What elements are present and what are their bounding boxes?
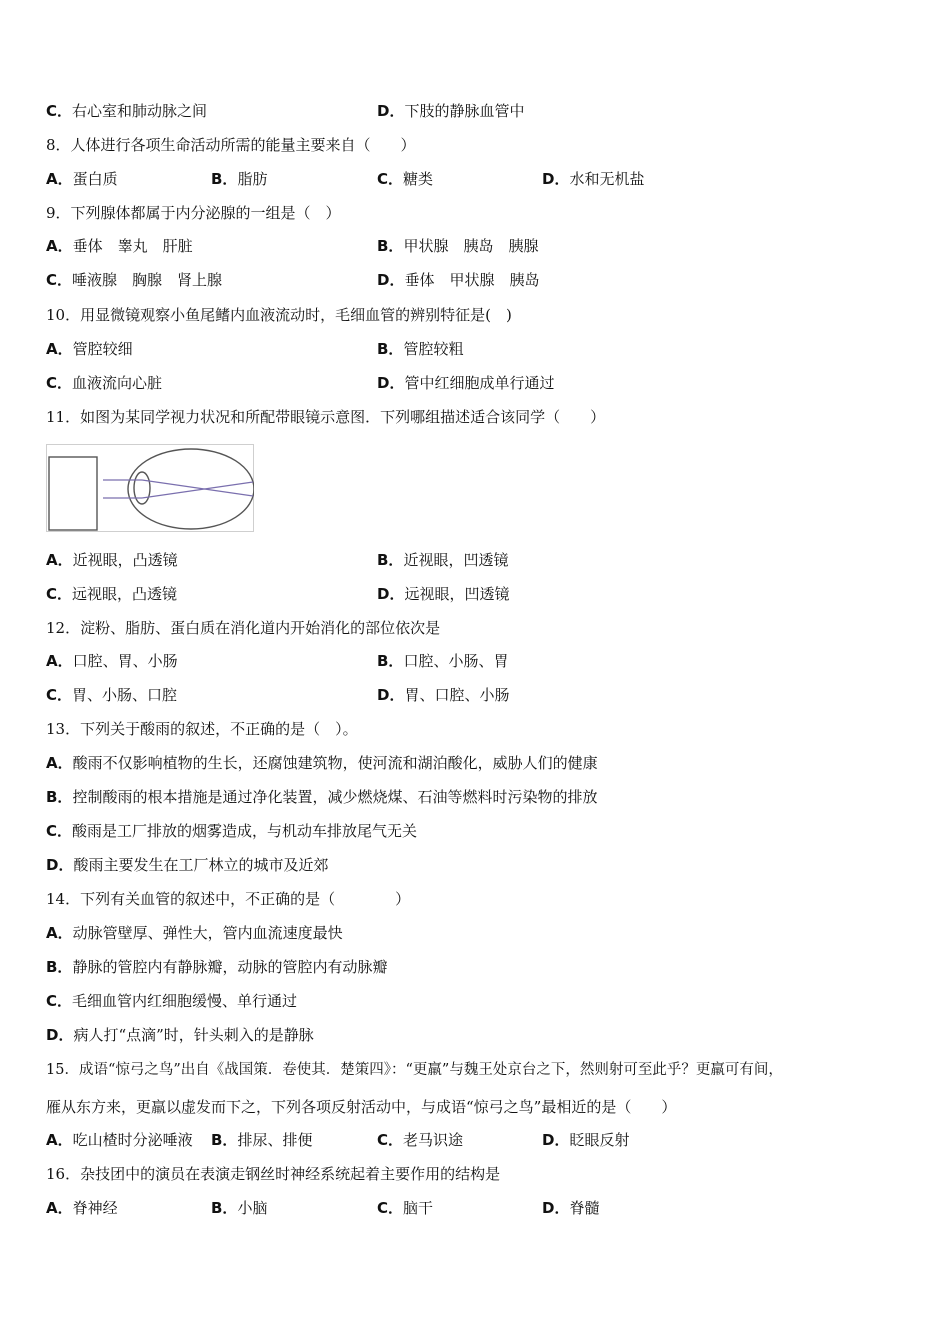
q12-option-c — [46, 685, 177, 705]
q8-option-a — [46, 169, 118, 189]
q13-stem: 13．下列关于酸雨的叙述，不正确的是（ ）。 — [46, 720, 358, 738]
option-label: A． — [46, 924, 73, 942]
q8-option-b — [211, 169, 267, 189]
q16-option-b — [211, 1198, 267, 1218]
option-text: 静脉的管腔内有静脉瓣，动脉的管腔内有动脉瓣 — [72, 958, 388, 976]
option-label: D． — [542, 1131, 570, 1149]
option-label: C． — [46, 271, 73, 289]
option-label: D． — [377, 585, 405, 603]
option-text: 管中红细胞成单行通过 — [404, 374, 555, 392]
option-label: D． — [377, 271, 405, 289]
option-label: C． — [46, 822, 73, 840]
option-label: B． — [377, 551, 404, 569]
option-text: 右心室和肺动脉之间 — [72, 102, 208, 120]
option-text: 眨眼反射 — [569, 1131, 630, 1149]
light-ray-bottom-refracted — [142, 482, 253, 498]
q14-option-d — [46, 1025, 314, 1045]
q8-option-c — [377, 169, 433, 189]
option-text: 老马识途 — [403, 1131, 464, 1149]
option-text: 脑干 — [403, 1199, 434, 1217]
option-label: B． — [377, 340, 404, 358]
option-label: A． — [46, 340, 73, 358]
q8-option-d — [542, 169, 644, 189]
light-ray-top-refracted — [142, 480, 253, 496]
q15-stem-line-2: 雁从东方来，更羸以虚发而下之，下列各项反射活动中，与成语“惊弓之鸟”最相近的是（ ） — [46, 1098, 677, 1116]
option-text: 近视眼，凹透镜 — [403, 551, 509, 569]
eye-lens — [134, 472, 150, 504]
option-text: 病人打“点滴”时，针头刺入的是静脉 — [73, 1026, 314, 1044]
option-label: B． — [211, 170, 238, 188]
option-label: A． — [46, 1131, 73, 1149]
q11-stem: 11．如图为某同学视力状况和所配带眼镜示意图．下列哪组描述适合该同学（ ） — [46, 408, 606, 426]
option-text: 酸雨是工厂排放的烟雾造成，与机动车排放尾气无关 — [72, 822, 418, 840]
option-text: 脊髓 — [569, 1199, 600, 1217]
q10-option-b — [377, 339, 463, 359]
q11-option-b — [377, 550, 508, 570]
eyeglass-lens-box — [49, 457, 97, 530]
q15-option-d — [542, 1130, 629, 1150]
q11-option-a — [46, 550, 178, 570]
eye-lens-diagram — [46, 444, 254, 532]
q9-stem: 9．下列腺体都属于内分泌腺的一组是（ ） — [46, 204, 341, 222]
option-text: 远视眼，凹透镜 — [404, 585, 510, 603]
q13-option-a — [46, 753, 598, 773]
q7-option-c — [46, 101, 207, 121]
option-text: 下肢的静脉血管中 — [404, 102, 525, 120]
option-text: 控制酸雨的根本措施是通过净化装置，减少燃烧煤、石油等燃料时污染物的排放 — [72, 788, 598, 806]
option-text: 管腔较细 — [72, 340, 133, 358]
option-text: 胃、口腔、小肠 — [404, 686, 510, 704]
option-text: 胃、小肠、口腔 — [72, 686, 178, 704]
q9-option-a — [46, 236, 193, 256]
q16-option-c — [377, 1198, 433, 1218]
q16-option-a — [46, 1198, 118, 1218]
q14-stem: 14．下列有关血管的叙述中，不正确的是（ ） — [46, 890, 411, 908]
option-text: 酸雨不仅影响植物的生长，还腐蚀建筑物，使河流和湖泊酸化，威胁人们的健康 — [72, 754, 598, 772]
option-text: 口腔、胃、小肠 — [72, 652, 178, 670]
option-text: 远视眼，凸透镜 — [72, 585, 178, 603]
q12-option-d — [377, 685, 509, 705]
q12-option-a — [46, 651, 178, 671]
option-text: 甲状腺 胰岛 胰腺 — [403, 237, 539, 255]
q10-stem: 10．用显微镜观察小鱼尾鳍内血液流动时，毛细血管的辨别特征是( ) — [46, 306, 512, 324]
q16-stem: 16．杂技团中的演员在表演走钢丝时神经系统起着主要作用的结构是 — [46, 1165, 501, 1183]
option-text: 吃山楂时分泌唾液 — [72, 1131, 193, 1149]
option-text: 口腔、小肠、胃 — [403, 652, 509, 670]
option-label: A． — [46, 551, 73, 569]
option-label: B． — [211, 1131, 238, 1149]
option-text: 脂肪 — [237, 170, 268, 188]
option-label: B． — [211, 1199, 238, 1217]
option-label: C． — [377, 170, 404, 188]
option-text: 酸雨主要发生在工厂林立的城市及近郊 — [73, 856, 329, 874]
option-label: A． — [46, 1199, 73, 1217]
option-text: 糖类 — [403, 170, 434, 188]
option-label: C． — [46, 585, 73, 603]
eyeball-outline — [128, 449, 254, 529]
option-text: 蛋白质 — [72, 170, 118, 188]
option-label: C． — [377, 1131, 404, 1149]
q14-option-a — [46, 923, 343, 943]
option-text: 垂体 睾丸 肝脏 — [72, 237, 193, 255]
q15-option-b — [211, 1130, 312, 1150]
option-text: 血液流向心脏 — [72, 374, 163, 392]
option-label: D． — [377, 374, 405, 392]
q13-option-d — [46, 855, 328, 875]
q13-option-c — [46, 821, 417, 841]
option-label: D． — [46, 1026, 74, 1044]
q13-option-b — [46, 787, 597, 807]
option-text: 毛细血管内红细胞缓慢、单行通过 — [72, 992, 298, 1010]
option-text: 脊神经 — [72, 1199, 118, 1217]
q15-option-a — [46, 1130, 193, 1150]
option-label: A． — [46, 237, 73, 255]
q15-stem-line-1: 15．成语“惊弓之鸟”出自《战国策．卷使其．楚策四》：“更羸”与魏王处京台之下，然则射可至此乎？更羸可有间， — [46, 1062, 783, 1078]
option-label: D． — [46, 856, 74, 874]
option-label: B． — [46, 788, 73, 806]
option-label: C． — [46, 374, 73, 392]
option-label: C． — [46, 686, 73, 704]
q9-option-d — [377, 270, 539, 290]
option-label: A． — [46, 652, 73, 670]
q12-stem: 12．淀粉、脂肪、蛋白质在消化道内开始消化的部位依次是 — [46, 619, 441, 637]
option-text: 近视眼，凸透镜 — [72, 551, 178, 569]
option-label: C． — [46, 992, 73, 1010]
q9-option-c — [46, 270, 222, 290]
q16-option-d — [542, 1198, 599, 1218]
option-label: D． — [377, 686, 405, 704]
option-label: A． — [46, 754, 73, 772]
option-label: B． — [377, 237, 404, 255]
option-text: 管腔较粗 — [403, 340, 464, 358]
q12-option-b — [377, 651, 508, 671]
option-label: D． — [542, 1199, 570, 1217]
q14-option-c — [46, 991, 297, 1011]
option-label: A． — [46, 170, 73, 188]
option-label: D． — [377, 102, 405, 120]
option-text: 水和无机盐 — [569, 170, 645, 188]
option-text: 动脉管壁厚、弹性大，管内血流速度最快 — [72, 924, 343, 942]
option-text: 排尿、排便 — [237, 1131, 313, 1149]
q11-option-c — [46, 584, 177, 604]
q11-option-d — [377, 584, 509, 604]
option-label: C． — [377, 1199, 404, 1217]
q14-option-b — [46, 957, 387, 977]
q10-option-d — [377, 373, 554, 393]
q15-option-c — [377, 1130, 463, 1150]
q7-option-d — [377, 101, 524, 121]
option-text: 小脑 — [237, 1199, 268, 1217]
option-label: B． — [377, 652, 404, 670]
option-text: 垂体 甲状腺 胰岛 — [404, 271, 540, 289]
option-label: C． — [46, 102, 73, 120]
q10-option-c — [46, 373, 162, 393]
option-text: 唾液腺 胸腺 肾上腺 — [72, 271, 223, 289]
q9-option-b — [377, 236, 538, 256]
option-label: B． — [46, 958, 73, 976]
q8-stem: 8．人体进行各项生命活动所需的能量主要来自（ ） — [46, 136, 416, 154]
q10-option-a — [46, 339, 133, 359]
option-label: D． — [542, 170, 570, 188]
